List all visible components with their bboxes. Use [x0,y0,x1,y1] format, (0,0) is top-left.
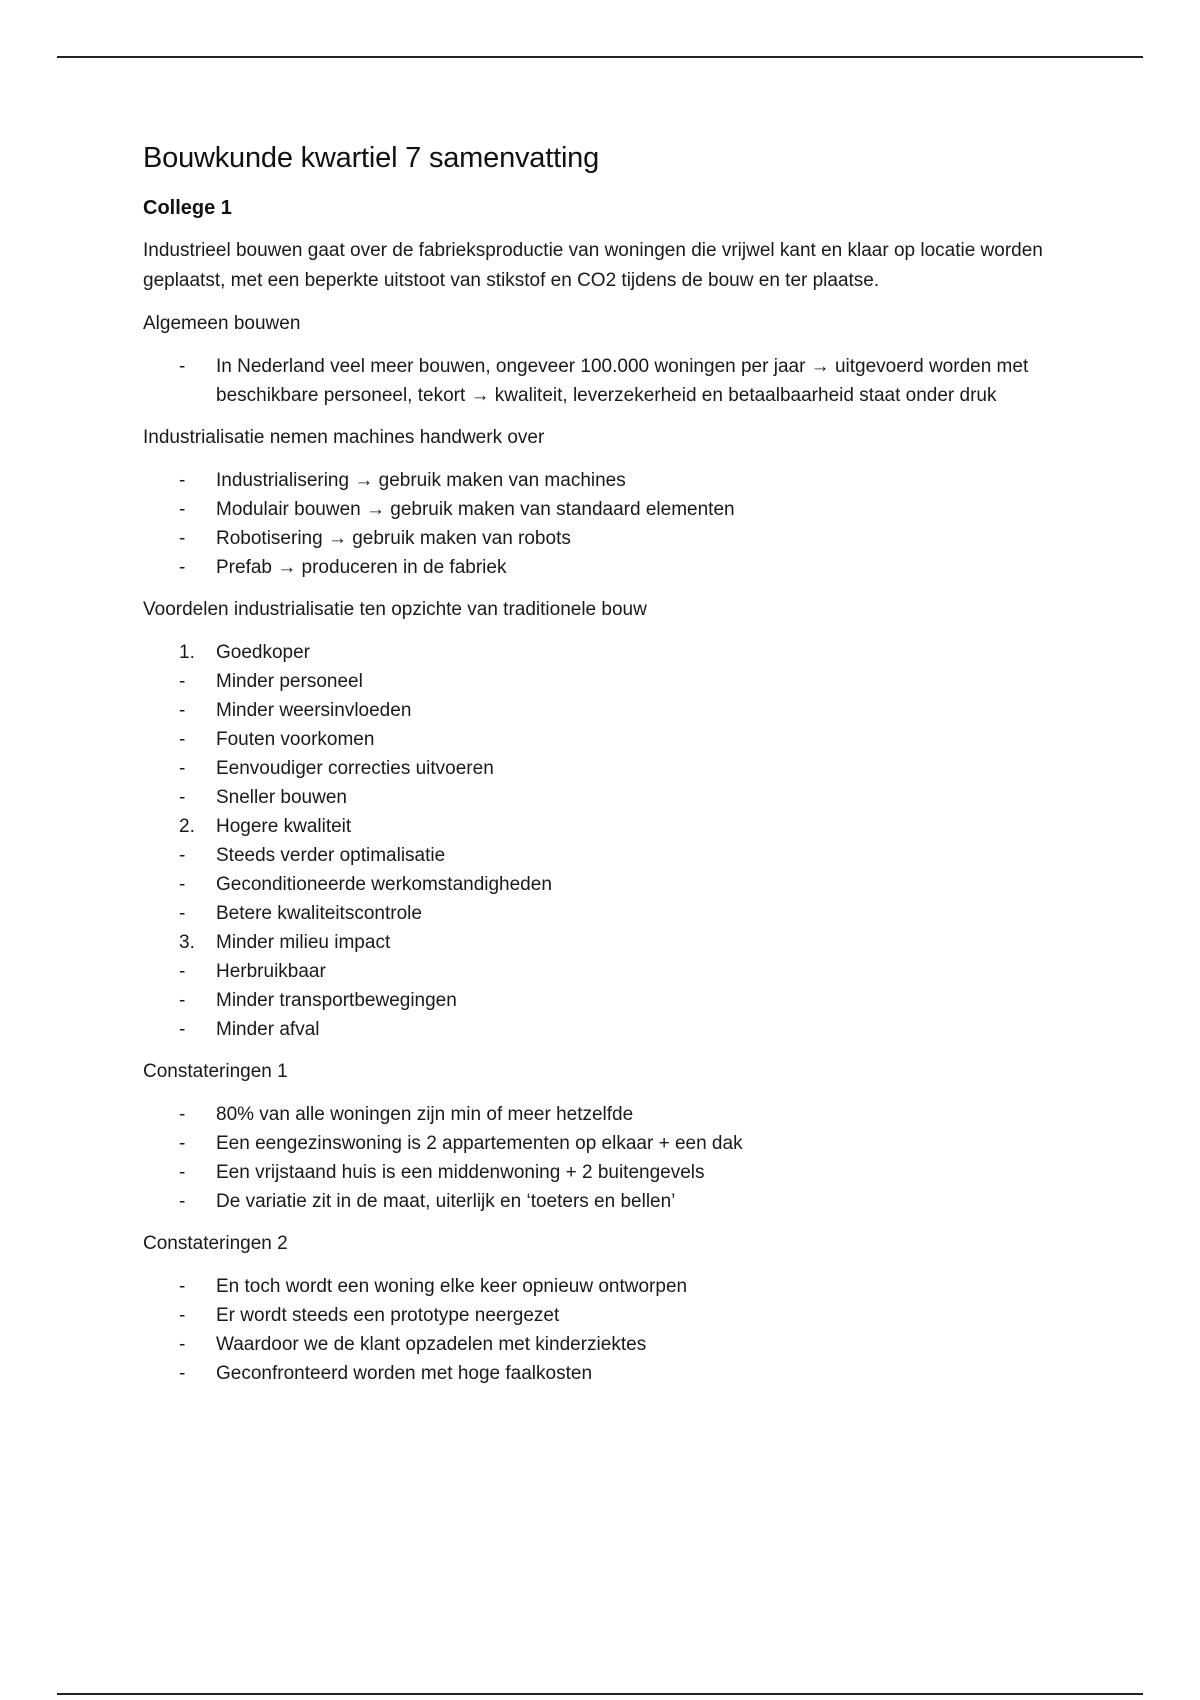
list-item-text: Hogere kwaliteit [216,816,352,837]
list-item-text: Herbruikbaar [216,961,326,982]
list-item-text: Geconditioneerde werkomstandigheden [216,874,552,895]
list-item-text: Robotisering → gebruik maken van robots [216,528,571,549]
section-heading: Constateringen 1 [143,1061,288,1082]
list-marker: 2. [179,816,195,837]
list-item [143,754,1083,783]
list-marker: - [179,499,186,520]
list-item-text: Eenvoudiger correcties uitvoeren [216,758,494,779]
list-item-text: Een vrijstaand huis is een middenwoning + 2 buitengevels [216,1162,705,1183]
list-marker: - [179,1019,186,1040]
intro-paragraph: Industrieel bouwen gaat over de fabrieksproductie van woningen die vrijwel kant en klaar op locatie worden geplaatst, met een beperkte uitstoot van stikstof en CO2 tijdens de bouw en ter plaatse. [143,240,1043,291]
list-item [143,1187,1083,1216]
list-marker: - [179,1305,186,1326]
list-item [143,928,1083,957]
list-item [143,957,1083,986]
list-marker: - [179,845,186,866]
list-marker: - [179,557,186,578]
list-marker: - [179,874,186,895]
list-item-text: Waardoor we de klant opzadelen met kinderziektes [216,1334,647,1355]
bottom-rule [57,1693,1143,1695]
top-rule [57,56,1143,58]
list-marker: - [179,1363,186,1384]
section-heading: Algemeen bouwen [143,313,301,334]
list-item-text: Minder personeel [216,671,363,692]
list-item-text: Goedkoper [216,642,311,663]
list-item [143,1330,1083,1359]
list-marker: - [179,356,186,377]
sections-container [143,309,1083,1388]
list-marker: - [179,1133,186,1154]
list-item [143,1015,1083,1044]
section-list [143,638,1083,1044]
list-item-text: De variatie zit in de maat, uiterlijk en ‘toeters en bellen’ [216,1191,676,1212]
list-item-text: Sneller bouwen [216,787,347,808]
list-item-text: Minder weersinvloeden [216,700,412,721]
list-item [143,1100,1083,1129]
list-item [143,667,1083,696]
list-item [143,1359,1083,1388]
section-list [143,466,1083,582]
list-marker: - [179,1104,186,1125]
list-marker: - [179,729,186,750]
list-item-text: Geconfronteerd worden met hoge faalkosten [216,1363,593,1384]
section-heading: Voordelen industrialisatie ten opzichte van traditionele bouw [143,599,647,620]
list-item-text: Industrialisering → gebruik maken van machines [216,470,626,491]
list-item [143,725,1083,754]
list-marker: 1. [179,642,195,663]
section-heading: Industrialisatie nemen machines handwerk over [143,427,545,448]
section-list [143,1100,1083,1216]
list-item [143,696,1083,725]
list-item [143,783,1083,812]
list-marker: 3. [179,932,195,953]
list-item [143,352,1083,410]
list-item-text: Modulair bouwen → gebruik maken van standaard elementen [216,499,735,520]
list-item-text: Een eengezinswoning is 2 appartementen op elkaar + een dak [216,1133,743,1154]
list-item-text: In Nederland veel meer bouwen, ongeveer 100.000 woningen per jaar → uitgevoerd worden met beschikbare personeel, tekort → kwaliteit, leverzekerheid en betaalbaarheid staat onder druk [216,356,1029,406]
list-marker: - [179,903,186,924]
list-marker: - [179,470,186,491]
list-item [143,986,1083,1015]
list-item [143,899,1083,928]
list-item [143,1272,1083,1301]
list-item-text: Fouten voorkomen [216,729,375,750]
list-item [143,841,1083,870]
list-item [143,495,1083,524]
list-marker: - [179,758,186,779]
list-item-text: 80% van alle woningen zijn min of meer hetzelfde [216,1104,634,1125]
list-item [143,638,1083,667]
list-item [143,553,1083,582]
list-item [143,466,1083,495]
list-item [143,870,1083,899]
list-marker: - [179,1334,186,1355]
list-item-text: Er wordt steeds een prototype neergezet [216,1305,560,1326]
list-item-text: Steeds verder optimalisatie [216,845,446,866]
list-marker: - [179,787,186,808]
list-item [143,1158,1083,1187]
list-marker: - [179,990,186,1011]
list-item-text: En toch wordt een woning elke keer opnieuw ontworpen [216,1276,688,1297]
list-item [143,1301,1083,1330]
college-heading: College 1 [143,197,232,219]
section-heading: Constateringen 2 [143,1233,288,1254]
list-item-text: Minder transportbewegingen [216,990,457,1011]
list-marker: - [179,961,186,982]
section-list [143,1272,1083,1388]
list-item [143,524,1083,553]
list-item-text: Prefab → produceren in de fabriek [216,557,507,578]
list-item-text: Betere kwaliteitscontrole [216,903,422,924]
list-marker: - [179,671,186,692]
list-marker: - [179,1276,186,1297]
list-item-text: Minder afval [216,1019,320,1040]
list-marker: - [179,1162,186,1183]
list-marker: - [179,528,186,549]
list-item [143,1129,1083,1158]
section-list [143,352,1083,410]
list-item-text: Minder milieu impact [216,932,391,953]
document-title: Bouwkunde kwartiel 7 samenvatting [143,142,600,174]
list-item [143,812,1083,841]
list-marker: - [179,700,186,721]
document-body [143,142,1083,1401]
list-marker: - [179,1191,186,1212]
